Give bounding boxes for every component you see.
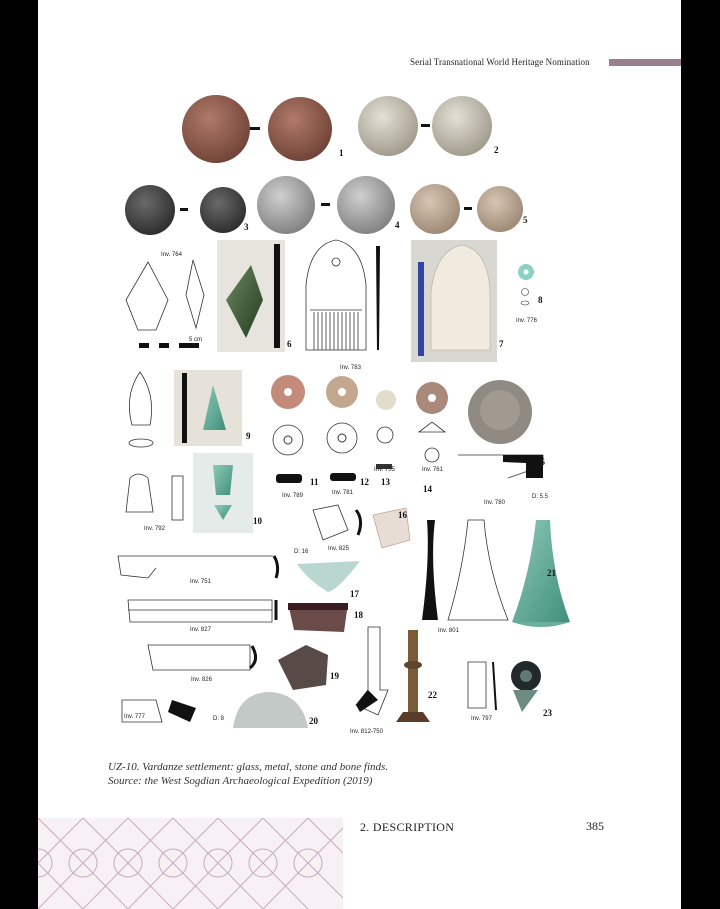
- shard-16-drawing: [313, 505, 348, 540]
- inv-780: Inv. 780: [484, 500, 505, 506]
- coin-2-obverse: [358, 96, 418, 156]
- inv-812-750: Inv. 812-750: [350, 729, 383, 735]
- label-6: 6: [287, 339, 292, 349]
- inv-776: Inv. 776: [516, 318, 537, 324]
- inv-761: Inv. 761: [422, 467, 443, 473]
- label-21: 21: [547, 568, 556, 578]
- coin-3-obverse: [125, 185, 175, 235]
- label-11: 11: [310, 477, 319, 487]
- coin-1-reverse: [268, 97, 332, 161]
- comb-drawing: [306, 240, 366, 350]
- inv-764: Inv. 764: [161, 252, 182, 258]
- label-9: 9: [246, 431, 251, 441]
- bowl-19-drawing: [148, 645, 250, 670]
- label-18: 18: [354, 610, 363, 620]
- inv-783: Inv. 783: [340, 365, 361, 371]
- pendant-drawing: [129, 372, 151, 425]
- inv-797: Inv. 797: [471, 716, 492, 722]
- inv-827: Inv. 827: [190, 627, 211, 633]
- figure-caption: [108, 760, 388, 788]
- label-7: 7: [499, 339, 504, 349]
- coin-5-reverse: [477, 186, 523, 232]
- page-number: 385: [586, 819, 604, 833]
- coin-4-obverse: [257, 176, 315, 234]
- inv-751: Inv. 751: [190, 579, 211, 585]
- label-8: 8: [538, 295, 543, 305]
- label-5: 5: [523, 215, 528, 225]
- coin-4-reverse: [337, 176, 395, 234]
- figurine-drawing: [126, 474, 153, 512]
- flask-21-drawing: [448, 520, 508, 620]
- caption-line-1: UZ-10. Vardanze settlement: glass, metal, stone and bone finds.: [108, 761, 389, 773]
- page: [38, 0, 681, 909]
- flask-21-section: [422, 520, 438, 620]
- diameter-5-5: D: 5.5: [532, 494, 549, 500]
- diameter-16: D: 16: [294, 549, 309, 555]
- bowl-18-drawing: [128, 600, 272, 622]
- flask-21-photo: [512, 520, 570, 622]
- label-19: 19: [330, 671, 339, 681]
- coin-3-reverse: [200, 187, 246, 233]
- bowl-19-photo: [278, 645, 328, 690]
- label-20: 20: [309, 716, 318, 726]
- inv-781: Inv. 781: [332, 490, 353, 496]
- caption-source: Source: the West Sogdian Archaeological Expedition (2019): [108, 775, 373, 787]
- decorative-pattern: [38, 818, 343, 909]
- label-4: 4: [395, 220, 400, 230]
- label-12: 12: [360, 477, 369, 487]
- coin-5-obverse: [410, 184, 460, 234]
- bead-23-drawing: [468, 662, 486, 708]
- scale-label: 5 cm: [189, 337, 203, 343]
- inv-777: Inv. 777: [124, 714, 145, 720]
- section-title: 2. DESCRIPTION: [360, 820, 455, 834]
- inv-826: Inv. 826: [191, 677, 212, 683]
- label-14: 14: [423, 484, 432, 494]
- coin-2-reverse: [432, 96, 492, 156]
- running-header: Serial Transnational World Heritage Nomination: [410, 57, 590, 67]
- comb-section: [376, 246, 380, 350]
- inv-755: Inv. 755: [374, 467, 395, 473]
- inv-801: Inv. 801: [438, 628, 459, 634]
- label-1: 1: [339, 148, 344, 158]
- label-10: 10: [253, 516, 262, 526]
- label-15: 15: [536, 457, 545, 467]
- label-23: 23: [543, 708, 552, 718]
- arrowhead-drawing: [126, 260, 204, 330]
- diameter-8: D: 8: [213, 716, 225, 722]
- inv-825: Inv. 825: [328, 546, 349, 552]
- bowl-17-drawing: [118, 556, 273, 578]
- label-17: 17: [350, 589, 359, 599]
- label-22: 22: [428, 690, 437, 700]
- bowl-17-photo: [297, 561, 360, 592]
- label-13: 13: [381, 477, 390, 487]
- label-3: 3: [244, 222, 249, 232]
- flask-22-photo: [408, 630, 418, 718]
- inv-792: Inv. 792: [144, 526, 165, 532]
- coin-1-obverse: [182, 95, 250, 163]
- label-16: 16: [398, 510, 407, 520]
- inv-789: Inv. 789: [282, 493, 303, 499]
- bead-13-photo: [376, 390, 396, 410]
- label-2: 2: [494, 145, 499, 155]
- vessel-20-photo: [233, 692, 308, 728]
